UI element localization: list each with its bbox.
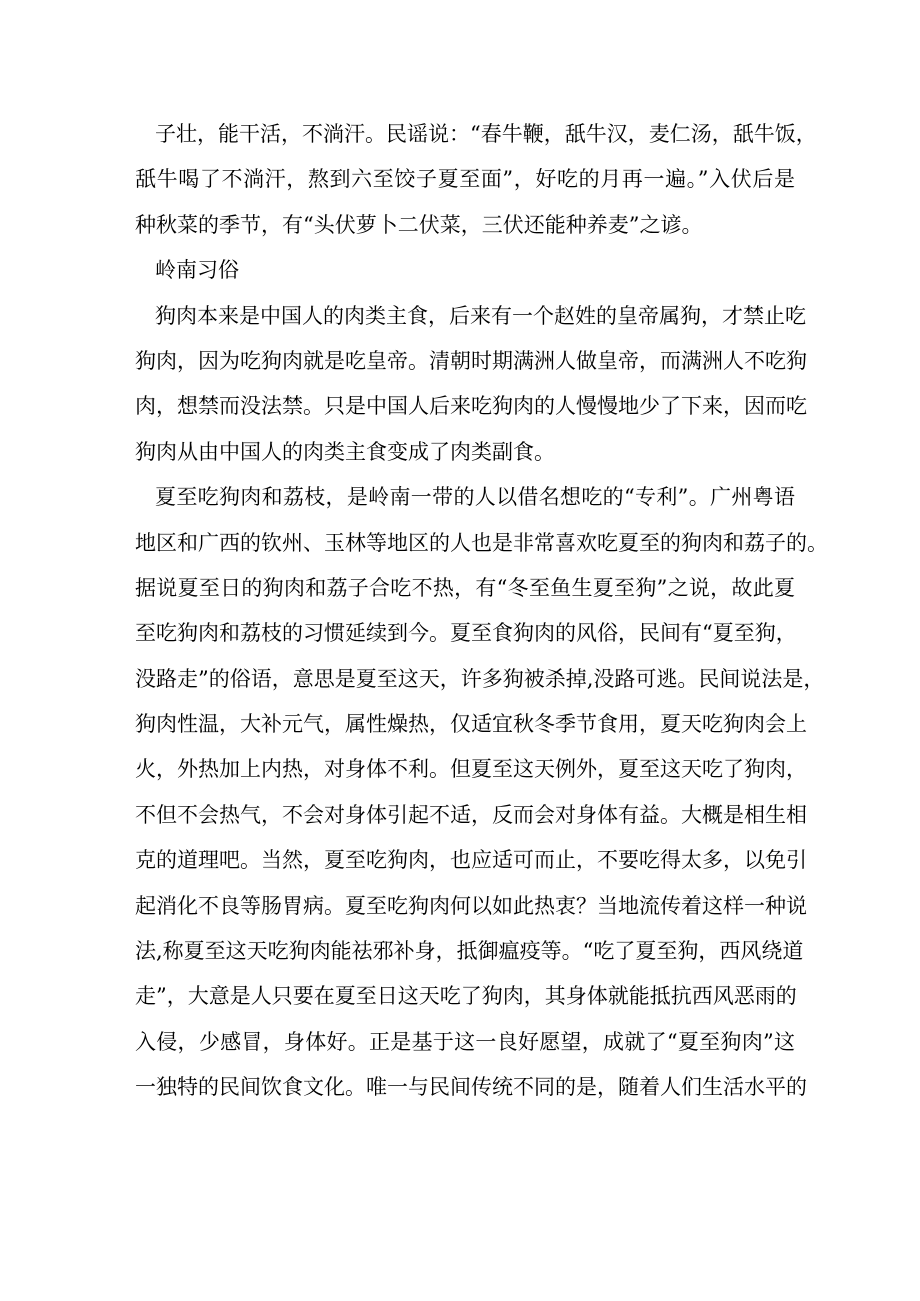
paragraph-dog-meat-lychee — [135, 475, 828, 1110]
text-line: 走”，大意是人只要在夏至日这天吃了狗肉，其身体就能抵抗西风恶雨的 — [135, 984, 797, 1009]
text-line: 克的道理吧。当然，夏至吃狗肉，也应适可而止，不要吃得太多，以免引 — [135, 848, 807, 873]
text-line: 种秋菜的季节，有“头伏萝卜二伏菜，三伏还能种养麦”之谚。 — [135, 212, 703, 237]
text-line: 肉，想禁而没法禁。只是中国人后来吃狗肉的人慢慢地少了下来，因而吃 — [135, 394, 807, 419]
text-line: 法,称夏至这天吃狗肉能祛邪补身，抵御瘟疫等。“吃了夏至狗，西风绕道 — [135, 939, 804, 964]
text-line: 地区和广西的钦州、玉林等地区的人也是非常喜欢吃夏至的狗肉和荔子的。 — [135, 530, 828, 555]
text-line: 狗肉，因为吃狗肉就是吃皇帝。清朝时期满洲人做皇帝，而满洲人不吃狗 — [135, 348, 807, 373]
text-line: 狗肉性温，大补元气，属性燥热，仅适宜秋冬季节食用，夏天吃狗肉会上 — [135, 712, 807, 737]
text-line: 舐牛喝了不淌汗，熬到六至饺子夏至面”，好吃的月再一遍。”入伏后是 — [135, 167, 795, 192]
text-line: 据说夏至日的狗肉和荔子合吃不热，有“冬至鱼生夏至狗”之说，故此夏 — [135, 575, 795, 600]
text-line: 至吃狗肉和荔枝的习惯延续到今。夏至食狗肉的风俗，民间有“夏至狗， — [135, 621, 797, 646]
text-line: 子壮，能干活，不淌汗。民谣说：“春牛鞭，舐牛汉，麦仁汤，舐牛饭， — [155, 122, 817, 146]
text-line: 火，外热加上内热，对身体不利。但夏至这天例外，夏至这天吃了狗肉， — [135, 757, 807, 782]
text-line: 夏至吃狗肉和荔枝，是岭南一带的人以借名想吃的“专利”。广州粤语 — [155, 485, 795, 510]
text-line: 狗肉从由中国人的肉类主食变成了肉类副食。 — [135, 439, 555, 464]
document-body — [135, 112, 828, 1111]
paragraph-solstice-folk-sayings — [135, 112, 817, 248]
section-heading-lingnan — [135, 248, 795, 293]
paragraph-dog-meat-history — [135, 294, 807, 476]
section-heading: 岭南习俗 — [155, 258, 239, 283]
text-line: 入侵，少感冒，身体好。正是基于这一良好愿望，成就了“夏至狗肉”这 — [135, 1029, 795, 1054]
text-line: 没路走”的俗语，意思是夏至这天，许多狗被杀掉,没路可逃。民间说法是， — [135, 666, 825, 691]
text-line: 不但不会热气，不会对身体引起不适，反而会对身体有益。大概是相生相 — [135, 802, 807, 827]
text-line: 一独特的民间饮食文化。唯一与民间传统不同的是，随着人们生活水平的 — [135, 1075, 807, 1100]
text-line: 起消化不良等肠胃病。夏至吃狗肉何以如此热衷？当地流传着这样一种说 — [135, 893, 807, 918]
text-line: 狗肉本来是中国人的肉类主食，后来有一个赵姓的皇帝属狗，才禁止吃 — [155, 303, 806, 328]
